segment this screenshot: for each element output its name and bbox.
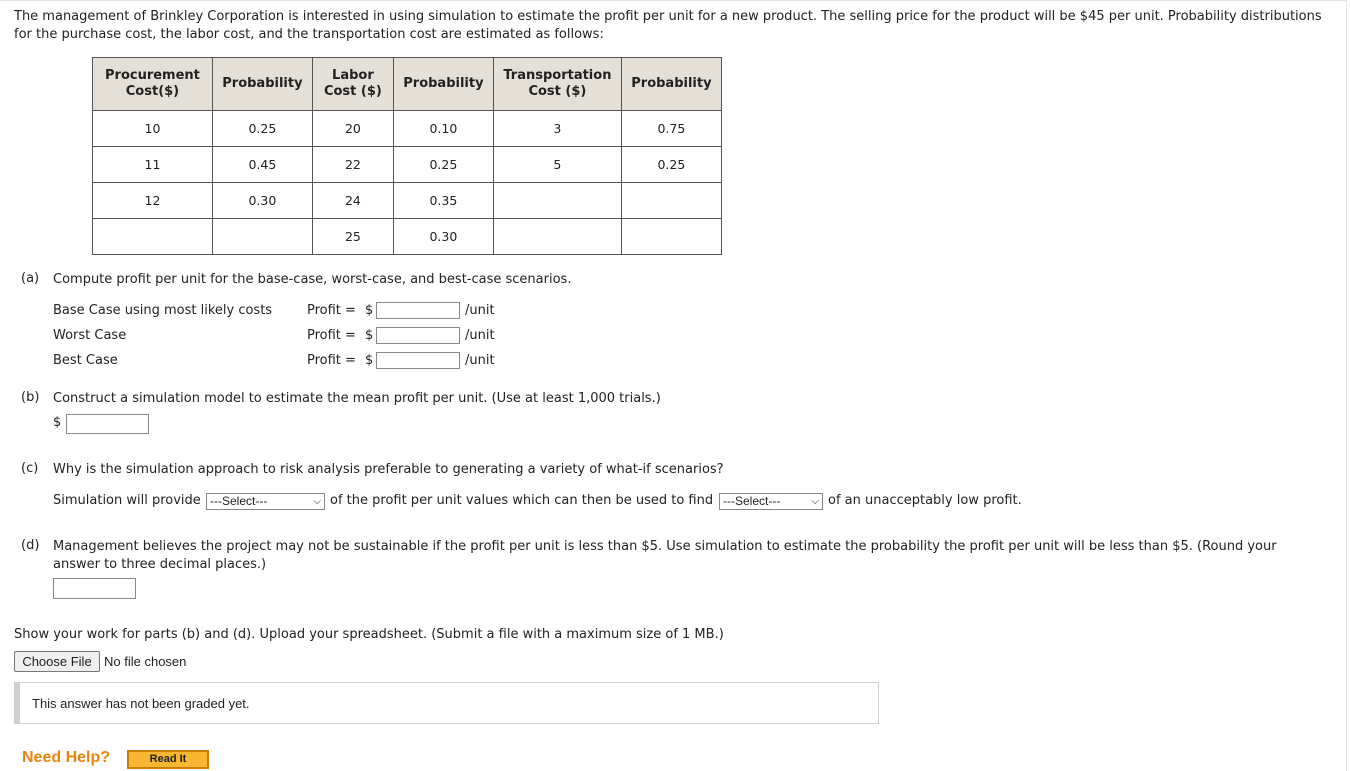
unit-label: /unit	[465, 328, 495, 343]
mean-profit-input[interactable]	[66, 414, 149, 434]
table-cell: 24	[312, 183, 393, 219]
table-cell: 0.25	[621, 147, 721, 183]
table-cell: 0.75	[621, 111, 721, 147]
unit-label: /unit	[465, 303, 495, 318]
header-probability: Probability	[621, 58, 721, 111]
base-case-profit-input[interactable]	[376, 302, 460, 319]
problem-intro: The management of Brinkley Corporation is interested in using simulation to estimate the profit per unit for a new product. The selling price for the product will be $45 per unit. Probability distributions for the purchase cost, the labor cost, and the transportation cost are estimated as follows:	[14, 9, 1322, 42]
part-c-text-3: of an unacceptably low profit.	[828, 493, 1022, 508]
part-c-question: Why is the simulation approach to risk analysis preferable to generating a variety of what-if scenarios?	[53, 462, 724, 477]
unit-label: /unit	[465, 353, 495, 368]
table-cell: 3	[493, 111, 621, 147]
header-transportation-cost: Transportation Cost ($)	[493, 58, 621, 111]
part-c-text-2: of the profit per unit values which can then be used to find	[330, 493, 714, 508]
table-cell	[93, 219, 213, 255]
probability-table	[92, 57, 722, 255]
part-c-text-1: Simulation will provide	[53, 493, 201, 508]
part-d-question: Management believes the project may not be sustainable if the profit per unit is less than $5. Use simulation to estimate the probability the profit per unit will be less than $5. (Round your answer to three decimal places.)	[53, 539, 1277, 572]
part-c-label: (c)	[21, 461, 39, 476]
table-cell: 0.45	[212, 147, 312, 183]
need-help-label: Need Help?	[22, 749, 111, 766]
probability-input[interactable]	[53, 578, 136, 599]
table-cell: 0.25	[393, 147, 493, 183]
chevron-down-icon: ⌵	[313, 496, 321, 507]
grade-status-box	[14, 682, 879, 724]
table-cell: 0.30	[393, 219, 493, 255]
table-cell	[493, 183, 621, 219]
table-cell	[212, 219, 312, 255]
profit-label: Profit =	[307, 303, 356, 318]
table-row	[93, 147, 722, 183]
table-cell: 20	[312, 111, 393, 147]
header-probability: Probability	[212, 58, 312, 111]
part-b-label: (b)	[21, 390, 40, 405]
best-case-profit-input[interactable]	[376, 352, 460, 369]
upload-prompt: Show your work for parts (b) and (d). Upload your spreadsheet. (Submit a file with a maximum size of 1 MB.)	[14, 627, 724, 642]
table-cell: 22	[312, 147, 393, 183]
select-value: ---Select---	[723, 494, 781, 508]
header-procurement-cost: Procurement Cost($)	[93, 58, 213, 111]
part-a-label: (a)	[21, 271, 40, 286]
profit-label: Profit =	[307, 328, 356, 343]
table-row	[93, 183, 722, 219]
right-divider	[1346, 0, 1347, 771]
header-labor-cost: Labor Cost ($)	[312, 58, 393, 111]
table-cell: 0.10	[393, 111, 493, 147]
file-status: No file chosen	[104, 654, 187, 669]
part-a-question: Compute profit per unit for the base-case, worst-case, and best-case scenarios.	[53, 272, 572, 287]
table-cell: 25	[312, 219, 393, 255]
header-probability: Probability	[393, 58, 493, 111]
table-cell: 0.30	[212, 183, 312, 219]
table-row	[93, 111, 722, 147]
select-value: ---Select---	[210, 494, 268, 508]
worst-case-profit-input[interactable]	[376, 327, 460, 344]
table-header-row	[93, 58, 722, 111]
table-cell	[493, 219, 621, 255]
select-used-to-find[interactable]	[719, 493, 823, 510]
table-cell	[621, 219, 721, 255]
table-cell: 0.25	[212, 111, 312, 147]
worst-case-label: Worst Case	[53, 328, 127, 343]
table-cell: 5	[493, 147, 621, 183]
part-b-question: Construct a simulation model to estimate the mean profit per unit. (Use at least 1,000 trials.)	[53, 391, 661, 406]
base-case-label: Base Case using most likely costs	[53, 303, 273, 318]
table-cell: 12	[93, 183, 213, 219]
part-d-label: (d)	[21, 538, 40, 553]
select-simulation-provides[interactable]	[206, 493, 325, 510]
chevron-down-icon: ⌵	[811, 496, 819, 507]
top-divider	[0, 0, 1346, 1]
table-row	[93, 219, 722, 255]
profit-label: Profit =	[307, 353, 356, 368]
table-cell: 11	[93, 147, 213, 183]
table-cell: 0.35	[393, 183, 493, 219]
table-cell: 10	[93, 111, 213, 147]
best-case-label: Best Case	[53, 353, 118, 368]
currency-symbol: $	[365, 353, 374, 368]
table-cell	[621, 183, 721, 219]
currency-symbol: $	[53, 415, 62, 430]
read-it-button[interactable]: Read It	[127, 750, 209, 769]
currency-symbol: $	[365, 328, 374, 343]
choose-file-button[interactable]: Choose File	[14, 651, 100, 672]
currency-symbol: $	[365, 303, 374, 318]
grade-status-text: This answer has not been graded yet.	[32, 696, 250, 711]
